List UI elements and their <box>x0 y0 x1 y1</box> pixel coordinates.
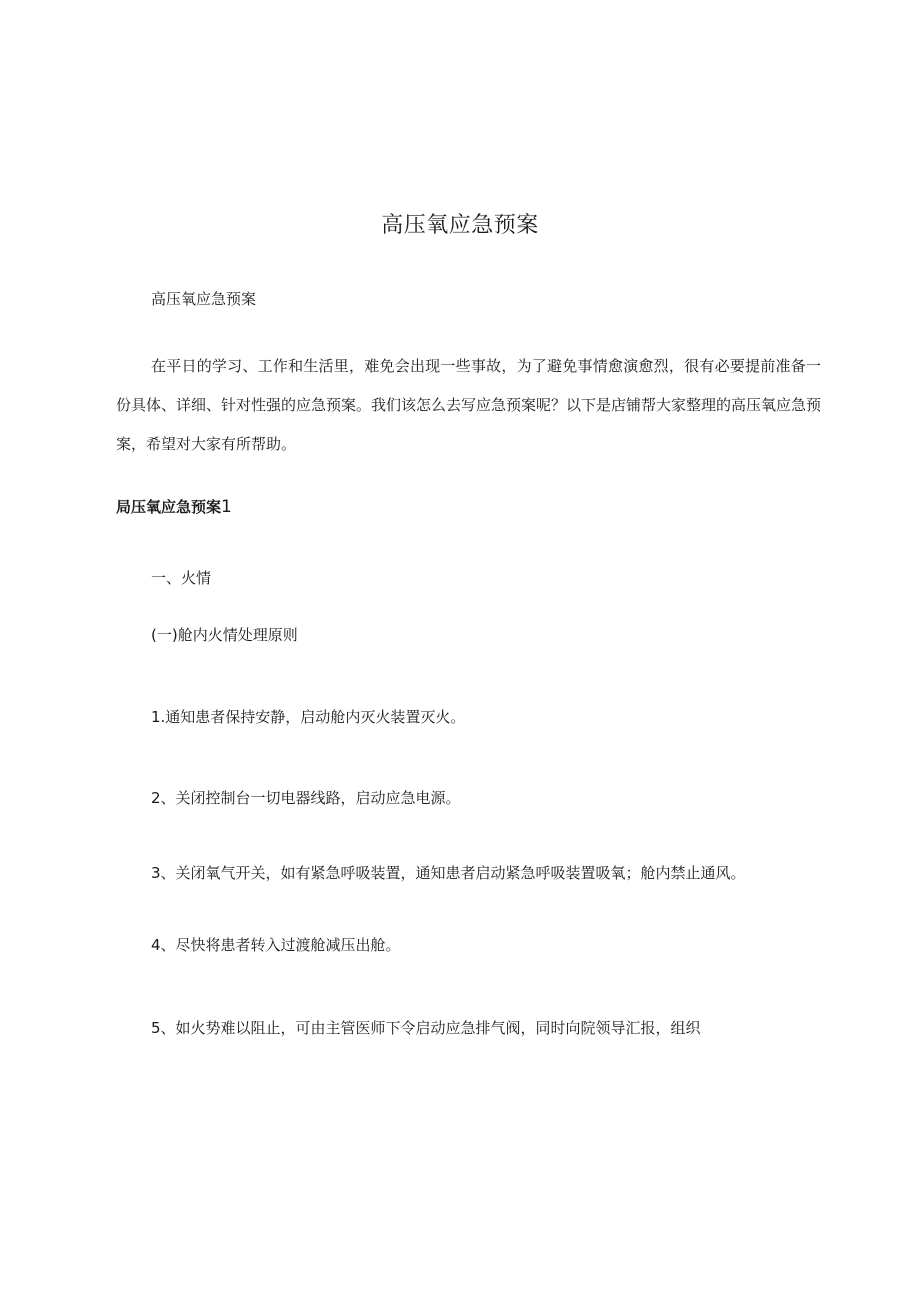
subtitle: 高压氧应急预案 <box>151 290 257 308</box>
list-item: 1.通知患者保持安静，启动舱内灭火装置灭火。 <box>151 708 466 726</box>
fire-principle: (一)舱内火情处理原则 <box>151 626 298 644</box>
section-heading <box>116 497 232 517</box>
section-heading-text: 局压氧应急预案 <box>116 498 222 516</box>
list-item: 5、如火势难以阻止，可由主管医师下令启动应急排气阀，同时向院领导汇报，组织 <box>151 1019 701 1037</box>
list-item: 4、尽快将患者转入过渡舱减压出舱。 <box>151 936 401 954</box>
section-number: 1 <box>221 497 232 517</box>
list-item: 3、关闭氧气开关，如有紧急呼吸装置，通知患者启动紧急呼吸装置吸氧；舱内禁止通风。 <box>151 864 746 882</box>
list-item: 2、关闭控制台一切电器线路，启动应急电源。 <box>151 789 461 807</box>
page-title: 高压氧应急预案 <box>381 213 539 238</box>
intro-paragraph: 在平日的学习、工作和生活里，难免会出现一些事故，为了避免事情愈演愈烈，很有必要提前准备一份具体、详细、针对性强的应急预案。我们该怎么去写应急预案呢？以下是店铺帮大家整理的高压氧应急预案，希望对大家有所帮助。 <box>116 357 822 453</box>
fire-heading: 一、火情 <box>151 569 212 587</box>
